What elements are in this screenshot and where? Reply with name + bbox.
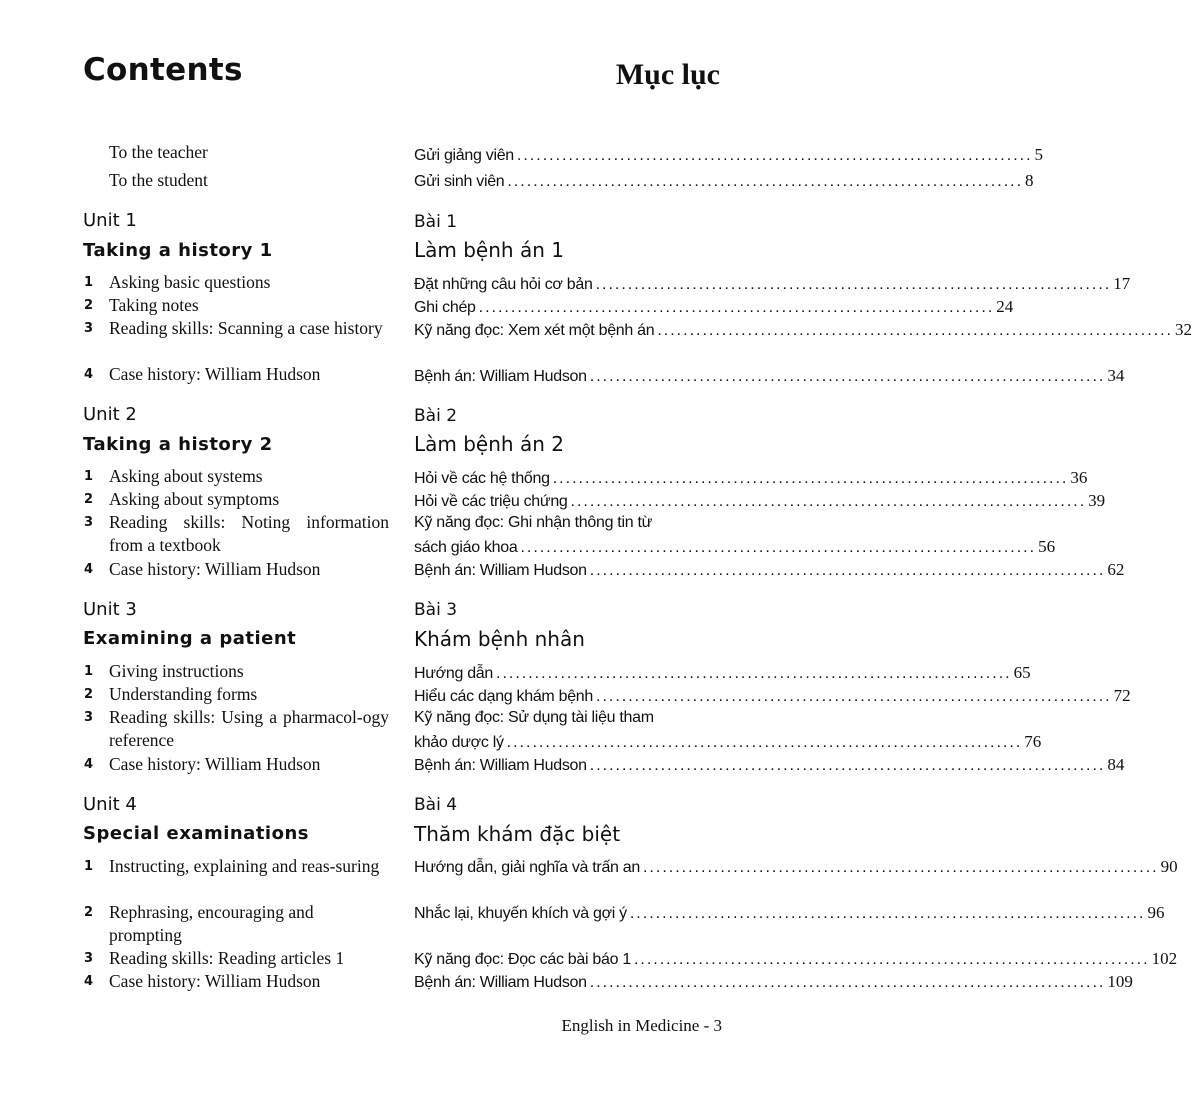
unit-label-vi: Bài 1 bbox=[414, 212, 458, 232]
toc-item-en: Asking basic questions bbox=[109, 272, 271, 292]
toc-item-en: Case history: William Hudson bbox=[109, 971, 321, 991]
item-number: 4 bbox=[84, 974, 94, 989]
page-number: 5 bbox=[1034, 145, 1044, 164]
toc-item-vi bbox=[414, 686, 1131, 706]
leader-dots: ................................................................................ bbox=[520, 539, 1037, 556]
toc-label: khảo dược lý bbox=[414, 734, 504, 751]
unit-title-en: Taking a history 2 bbox=[83, 434, 273, 455]
unit-title-vi: Làm bệnh án 2 bbox=[414, 432, 564, 456]
intro-student-en: To the student bbox=[109, 170, 208, 190]
intro-teacher-vi bbox=[414, 145, 1044, 165]
toc-item-vi bbox=[414, 468, 1088, 488]
page-number: 96 bbox=[1147, 903, 1165, 922]
item-number: 1 bbox=[84, 275, 94, 290]
page-number: 90 bbox=[1160, 857, 1178, 876]
toc-item-en: Case history: William Hudson bbox=[109, 364, 321, 384]
toc-item-vi bbox=[414, 560, 1125, 580]
toc-label: Nhắc lại, khuyến khích và gợi ý bbox=[414, 905, 627, 922]
toc-label: Hỏi về các hệ thống bbox=[414, 470, 550, 487]
toc-label: Gửi sinh viên bbox=[414, 173, 505, 190]
leader-dots: ................................................................................ bbox=[595, 276, 1112, 293]
page-number: 65 bbox=[1013, 663, 1031, 682]
toc-label: Ghi chép bbox=[414, 299, 476, 316]
toc-label: Hiểu các dạng khám bệnh bbox=[414, 688, 593, 705]
toc-label: sách giáo khoa bbox=[414, 539, 518, 556]
toc-label: Bệnh án: William Hudson bbox=[414, 974, 587, 991]
toc-label: Kỹ năng đọc: Đọc các bài báo 1 bbox=[414, 951, 631, 968]
page-number: 24 bbox=[996, 297, 1014, 316]
item-number: 4 bbox=[84, 562, 94, 577]
toc-item-en: Reading skills: Using a pharmacol-ogy reference bbox=[109, 707, 389, 750]
leader-dots: ................................................................................ bbox=[596, 688, 1112, 705]
page-number: 84 bbox=[1107, 755, 1125, 774]
toc-item-en: Taking notes bbox=[109, 295, 199, 315]
toc-item-en: Reading skills: Scanning a case history bbox=[109, 318, 383, 338]
toc-label: Bệnh án: William Hudson bbox=[414, 562, 587, 579]
item-number: 1 bbox=[84, 664, 94, 679]
toc-item-en: Instructing, explaining and reas-suring bbox=[109, 856, 380, 876]
unit-label-vi: Bài 2 bbox=[414, 406, 458, 426]
toc-label: Kỹ năng đọc: Xem xét một bệnh án bbox=[414, 322, 655, 339]
toc-item-en: Reading skills: Reading articles 1 bbox=[109, 948, 345, 968]
leader-dots: ................................................................................ bbox=[629, 905, 1146, 922]
page-number: 72 bbox=[1113, 686, 1131, 705]
toc-item-en: Asking about symptoms bbox=[109, 489, 280, 509]
item-number: 3 bbox=[84, 321, 94, 336]
toc-item-en: Reading skills: Noting information from a textbook bbox=[109, 512, 389, 555]
item-number: 4 bbox=[84, 367, 94, 382]
page-number: 39 bbox=[1088, 491, 1106, 510]
toc-item-vi bbox=[414, 491, 1106, 511]
unit-label-vi: Bài 3 bbox=[414, 600, 458, 620]
item-number: 2 bbox=[84, 905, 94, 920]
toc-label: Bệnh án: William Hudson bbox=[414, 368, 587, 385]
leader-dots: ................................................................................ bbox=[642, 859, 1159, 876]
item-number: 1 bbox=[84, 469, 94, 484]
toc-item-vi bbox=[414, 949, 1178, 969]
toc-item-vi bbox=[414, 537, 1056, 557]
toc-item-vi bbox=[414, 903, 1165, 923]
toc-label: Bệnh án: William Hudson bbox=[414, 757, 587, 774]
toc-item-en: Case history: William Hudson bbox=[109, 559, 321, 579]
page-number: 8 bbox=[1025, 171, 1034, 190]
leader-dots: ................................................................................ bbox=[589, 562, 1106, 579]
page-number: 36 bbox=[1070, 468, 1088, 487]
leader-dots: ................................................................................ bbox=[478, 299, 995, 316]
leader-dots: ................................................................................ bbox=[589, 974, 1106, 991]
unit-label-vi: Bài 4 bbox=[414, 795, 458, 815]
page-number: 34 bbox=[1107, 366, 1125, 385]
page-footer: English in Medicine - 3 bbox=[561, 1016, 722, 1035]
toc-label: Hướng dẫn, giải nghĩa và trấn an bbox=[414, 859, 640, 876]
toc-item-en: Case history: William Hudson bbox=[109, 754, 321, 774]
toc-label: Đặt những câu hỏi cơ bản bbox=[414, 276, 593, 293]
toc-item-vi bbox=[414, 857, 1178, 877]
intro-student-vi bbox=[414, 171, 1034, 191]
toc-item-vi bbox=[414, 320, 1192, 340]
toc-item-vi bbox=[414, 755, 1125, 775]
toc-label: Gửi giảng viên bbox=[414, 147, 514, 164]
leader-dots: ................................................................................ bbox=[589, 368, 1106, 385]
leader-dots: ................................................................................ bbox=[552, 470, 1069, 487]
unit-title-vi: Khám bệnh nhân bbox=[414, 627, 585, 651]
unit-label-en: Unit 3 bbox=[83, 599, 137, 620]
toc-item-vi bbox=[414, 274, 1131, 294]
item-number: 2 bbox=[84, 687, 94, 702]
leader-dots: ................................................................................ bbox=[506, 734, 1023, 751]
toc-item-vi bbox=[414, 366, 1125, 386]
item-number: 2 bbox=[84, 298, 94, 313]
leader-dots: ................................................................................ bbox=[589, 757, 1106, 774]
leader-dots: ................................................................................ bbox=[507, 173, 1024, 190]
item-number: 3 bbox=[84, 515, 94, 530]
toc-item-vi-line1: Kỹ năng đọc: Ghi nhận thông tin từ bbox=[414, 514, 653, 531]
unit-title-en: Taking a history 1 bbox=[83, 240, 273, 261]
item-number: 3 bbox=[84, 710, 94, 725]
item-number: 1 bbox=[84, 859, 94, 874]
unit-label-en: Unit 1 bbox=[83, 210, 137, 231]
toc-item-vi bbox=[414, 663, 1031, 683]
unit-label-en: Unit 4 bbox=[83, 794, 137, 815]
unit-title-vi: Thăm khám đặc biệt bbox=[414, 822, 621, 846]
item-number: 3 bbox=[84, 951, 94, 966]
toc-item-en: Giving instructions bbox=[109, 661, 244, 681]
toc-item-vi bbox=[414, 972, 1133, 992]
toc-item-en: Understanding forms bbox=[109, 684, 258, 704]
item-number: 2 bbox=[84, 492, 94, 507]
leader-dots: ................................................................................ bbox=[496, 665, 1012, 682]
item-number: 4 bbox=[84, 757, 94, 772]
toc-label: Hướng dẫn bbox=[414, 665, 493, 682]
toc-item-vi bbox=[414, 732, 1042, 752]
unit-title-en: Special examinations bbox=[83, 823, 309, 844]
leader-dots: ................................................................................ bbox=[633, 951, 1150, 968]
leader-dots: ................................................................................ bbox=[657, 322, 1173, 339]
page-number: 32 bbox=[1174, 320, 1192, 339]
page-number: 62 bbox=[1107, 560, 1125, 579]
toc-label: Hỏi về các triệu chứng bbox=[414, 493, 568, 510]
unit-label-en: Unit 2 bbox=[83, 404, 137, 425]
page-title-vi: Mục lục bbox=[615, 58, 720, 91]
toc-item-en: Asking about systems bbox=[109, 466, 263, 486]
toc-item-vi-line1: Kỹ năng đọc: Sử dụng tài liệu tham bbox=[414, 709, 654, 726]
intro-teacher-en: To the teacher bbox=[109, 142, 208, 162]
page-number: 76 bbox=[1024, 732, 1042, 751]
page-number: 17 bbox=[1113, 274, 1131, 293]
unit-title-vi: Làm bệnh án 1 bbox=[414, 238, 564, 262]
toc-item-vi bbox=[414, 297, 1014, 317]
toc-item-en: Rephrasing, encouraging and prompting bbox=[109, 902, 314, 945]
leader-dots: ................................................................................ bbox=[570, 493, 1087, 510]
page-title-en: Contents bbox=[83, 52, 243, 88]
page-number: 109 bbox=[1107, 972, 1133, 991]
page-number: 102 bbox=[1151, 949, 1178, 968]
unit-title-en: Examining a patient bbox=[83, 628, 297, 649]
page-number: 56 bbox=[1038, 537, 1056, 556]
leader-dots: ................................................................................ bbox=[516, 147, 1033, 164]
